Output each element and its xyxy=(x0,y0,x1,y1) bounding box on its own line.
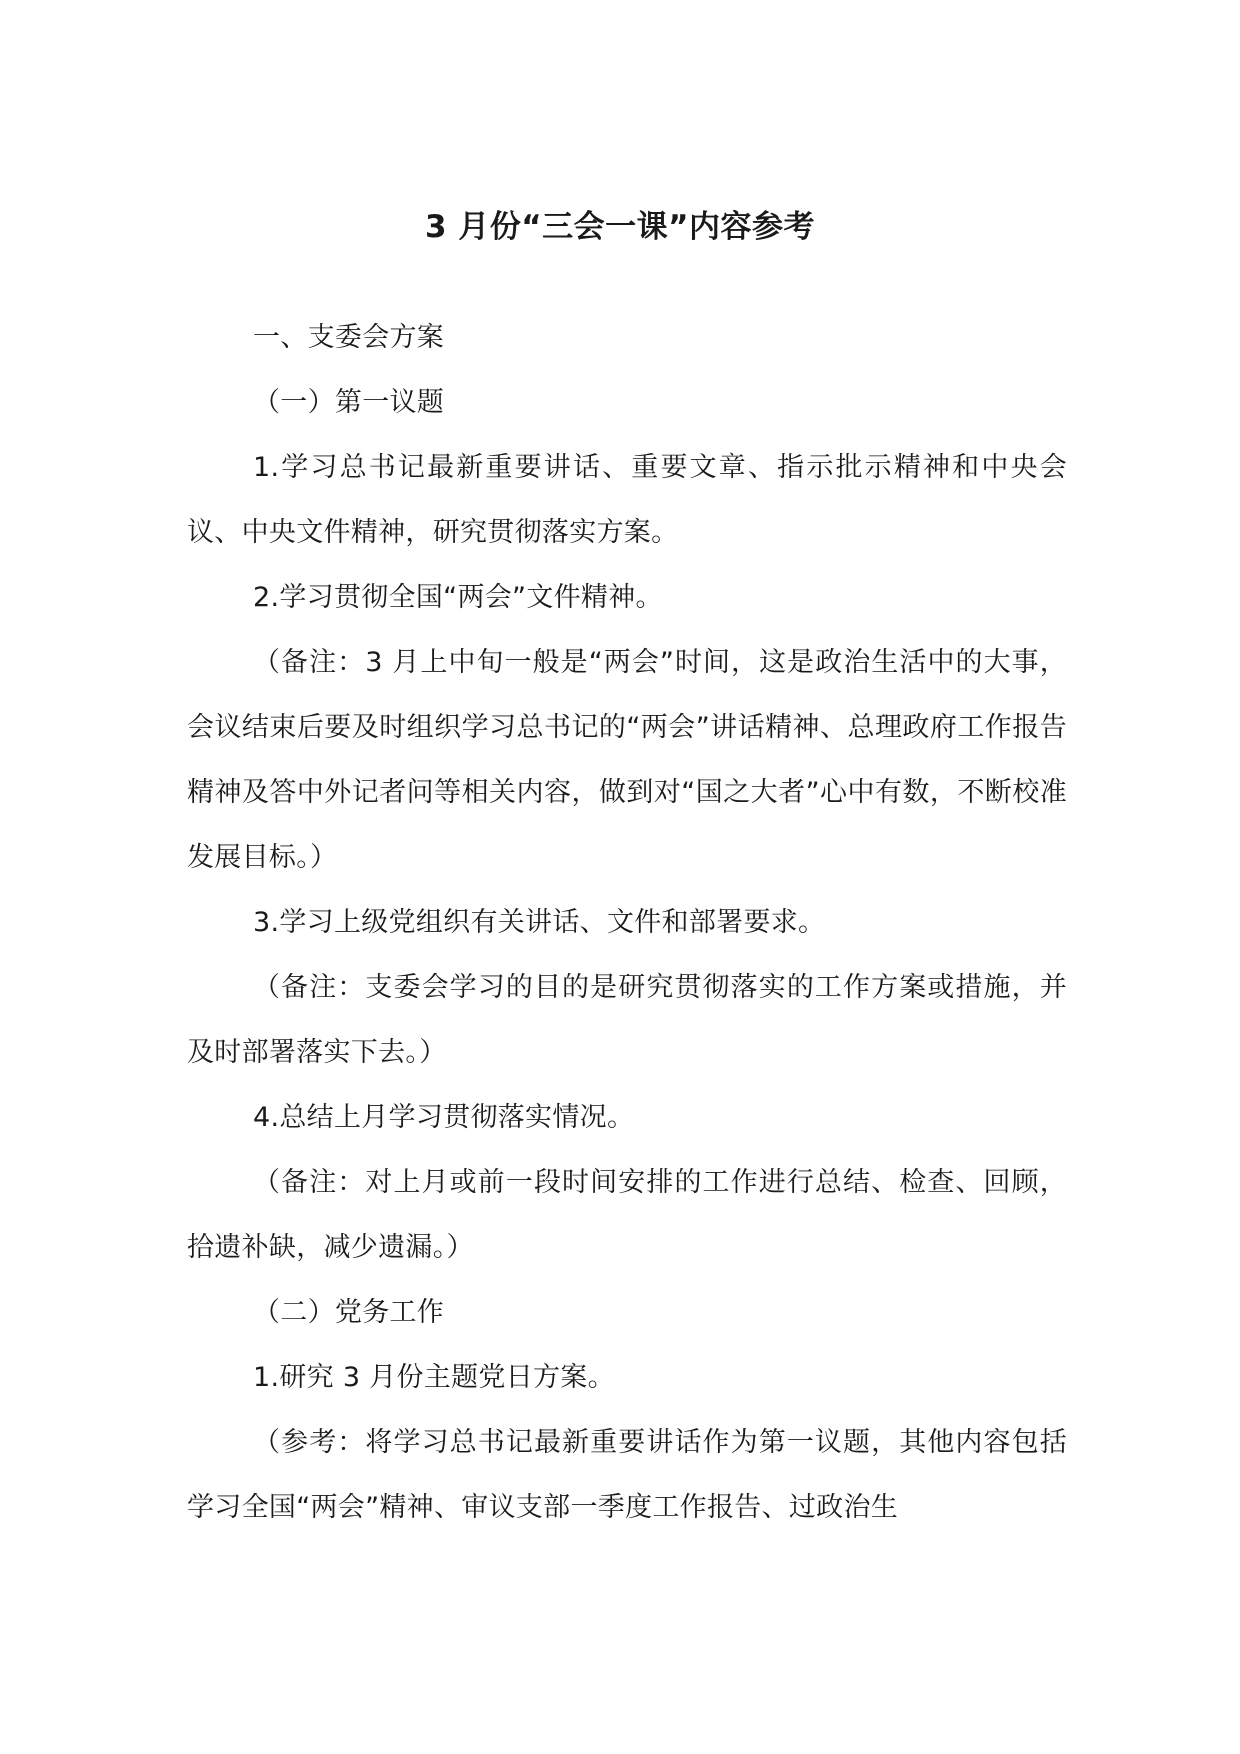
paragraph: 1.研究 3 月份主题党日方案。 xyxy=(253,1362,615,1393)
reference-paragraph: （参考：将学习总书记最新重要讲话作为第一议题，其他内容包括学习全国“两会”精神、审议支部一季度工作报告、过政治生 xyxy=(187,1427,1067,1523)
paragraph: 1.学习总书记最新重要讲话、重要文章、指示批示精神和中央会议、中央文件精神，研究贯彻落实方案。 xyxy=(187,452,1067,548)
paragraph: 3.学习上级党组织有关讲话、文件和部署要求。 xyxy=(253,907,826,938)
document-body xyxy=(187,305,1067,1540)
note-paragraph: （备注：3 月上中旬一般是“两会”时间，这是政治生活中的大事，会议结束后要及时组织学习总书记的“两会”讲话精神、总理政府工作报告精神及答中外记者问等相关内容，做到对“国之大者”心中有数，不断校准发展目标。） xyxy=(187,647,1067,873)
note-paragraph: （备注：支委会学习的目的是研究贯彻落实的工作方案或措施，并及时部署落实下去。） xyxy=(187,972,1067,1068)
paragraph: 2.学习贯彻全国“两会”文件精神。 xyxy=(253,582,663,613)
note-paragraph: （备注：对上月或前一段时间安排的工作进行总结、检查、回顾，拾遗补缺，减少遗漏。） xyxy=(187,1167,1067,1263)
document-title: 3 月份“三会一课”内容参考 xyxy=(424,209,816,245)
paragraph: 4.总结上月学习贯彻落实情况。 xyxy=(253,1102,635,1133)
heading-branch-committee-plan: 一、支委会方案 xyxy=(253,322,445,353)
subheading-party-affairs: （二）党务工作 xyxy=(253,1297,445,1328)
subheading-first-topic: （一）第一议题 xyxy=(253,387,445,418)
